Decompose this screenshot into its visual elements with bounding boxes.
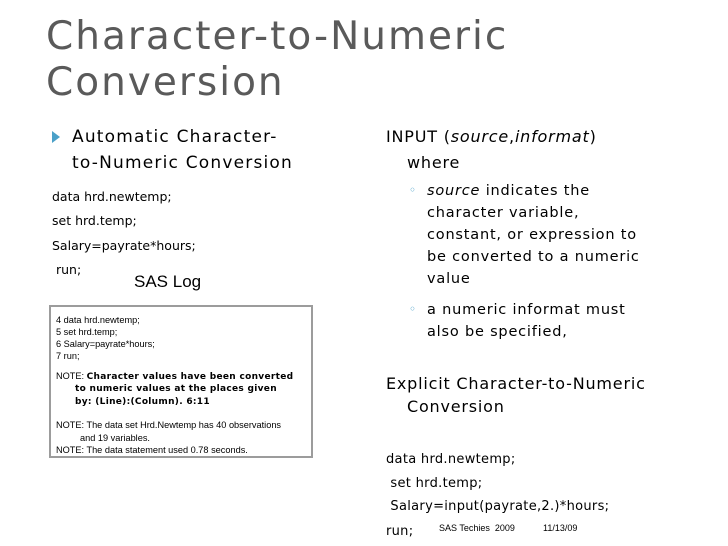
sub2-line2: also be specified, bbox=[427, 324, 568, 340]
sas-log-label: SAS Log bbox=[134, 272, 202, 291]
log-line: 4 data hrd.newtemp; bbox=[56, 315, 140, 325]
sub1-line2: character variable, bbox=[427, 205, 580, 221]
input-syntax bbox=[386, 125, 597, 148]
left-heading-line2: to-Numeric Conversion bbox=[72, 153, 293, 173]
sub2-line1: a numeric informat must bbox=[427, 302, 626, 318]
sub-bullet-icon: ◦ bbox=[409, 183, 417, 197]
sub1-emphasis: source bbox=[427, 183, 481, 199]
right-code-line: data hrd.newtemp; bbox=[386, 452, 516, 467]
sub-bullet-source bbox=[427, 180, 687, 290]
input-arg-source: source bbox=[450, 127, 510, 146]
log-note2-line2: and 19 variables. bbox=[80, 433, 150, 443]
sub-bullet-icon: ◦ bbox=[409, 302, 417, 316]
log-note2-line1: NOTE: The data set Hrd.Newtemp has 40 observations bbox=[56, 420, 282, 430]
right-code-line: run; bbox=[386, 524, 414, 539]
log-line: 6 Salary=payrate*hours; bbox=[56, 339, 155, 349]
sub1-rest: indicates the bbox=[480, 183, 590, 199]
footer-source: SAS Techies 2009 bbox=[439, 523, 515, 533]
log-note-line1 bbox=[56, 371, 293, 382]
log-note-prefix: NOTE: bbox=[56, 371, 85, 381]
log-note-text: Character values have been converted bbox=[86, 372, 294, 382]
log-line: 5 set hrd.temp; bbox=[56, 327, 118, 337]
right-code-line: Salary=input(payrate,2.)*hours; bbox=[386, 499, 610, 514]
left-code-line: set hrd.temp; bbox=[52, 213, 137, 228]
slide-title: Character-to-Numeric Conversion bbox=[46, 14, 509, 105]
input-arg-informat: informat bbox=[514, 127, 590, 146]
left-code-line: data hrd.newtemp; bbox=[52, 189, 172, 204]
log-note3: NOTE: The data statement used 0.78 seconds. bbox=[56, 445, 248, 455]
right-code-line: set hrd.temp; bbox=[386, 476, 483, 491]
left-heading bbox=[72, 124, 372, 176]
log-note-line2: to numeric values at the places given bbox=[75, 384, 277, 394]
explicit-heading-line2: Conversion bbox=[407, 397, 505, 416]
bullet-arrow-icon bbox=[52, 131, 60, 143]
input-prefix: INPUT ( bbox=[386, 127, 451, 146]
sub1-line3: constant, or expression to bbox=[427, 227, 637, 243]
sub-bullet-informat bbox=[427, 299, 687, 343]
explicit-heading-line1: Explicit Character-to-Numeric bbox=[386, 374, 646, 393]
input-comma: , bbox=[509, 127, 515, 146]
sub1-line5: value bbox=[427, 271, 471, 287]
where-label: where bbox=[407, 153, 461, 172]
left-code-line: run; bbox=[52, 262, 82, 277]
sub1-line1 bbox=[427, 180, 687, 202]
sas-log-box bbox=[49, 305, 313, 458]
input-suffix: ) bbox=[589, 127, 597, 146]
log-line: 7 run; bbox=[56, 351, 80, 361]
left-heading-line1: Automatic Character- bbox=[72, 127, 278, 147]
log-note-line3: by: (Line):(Column). 6:11 bbox=[75, 397, 210, 407]
sub1-line4: be converted to a numeric bbox=[427, 249, 640, 265]
left-code-line: Salary=payrate*hours; bbox=[52, 238, 196, 253]
footer-date: 11/13/09 bbox=[543, 523, 578, 533]
